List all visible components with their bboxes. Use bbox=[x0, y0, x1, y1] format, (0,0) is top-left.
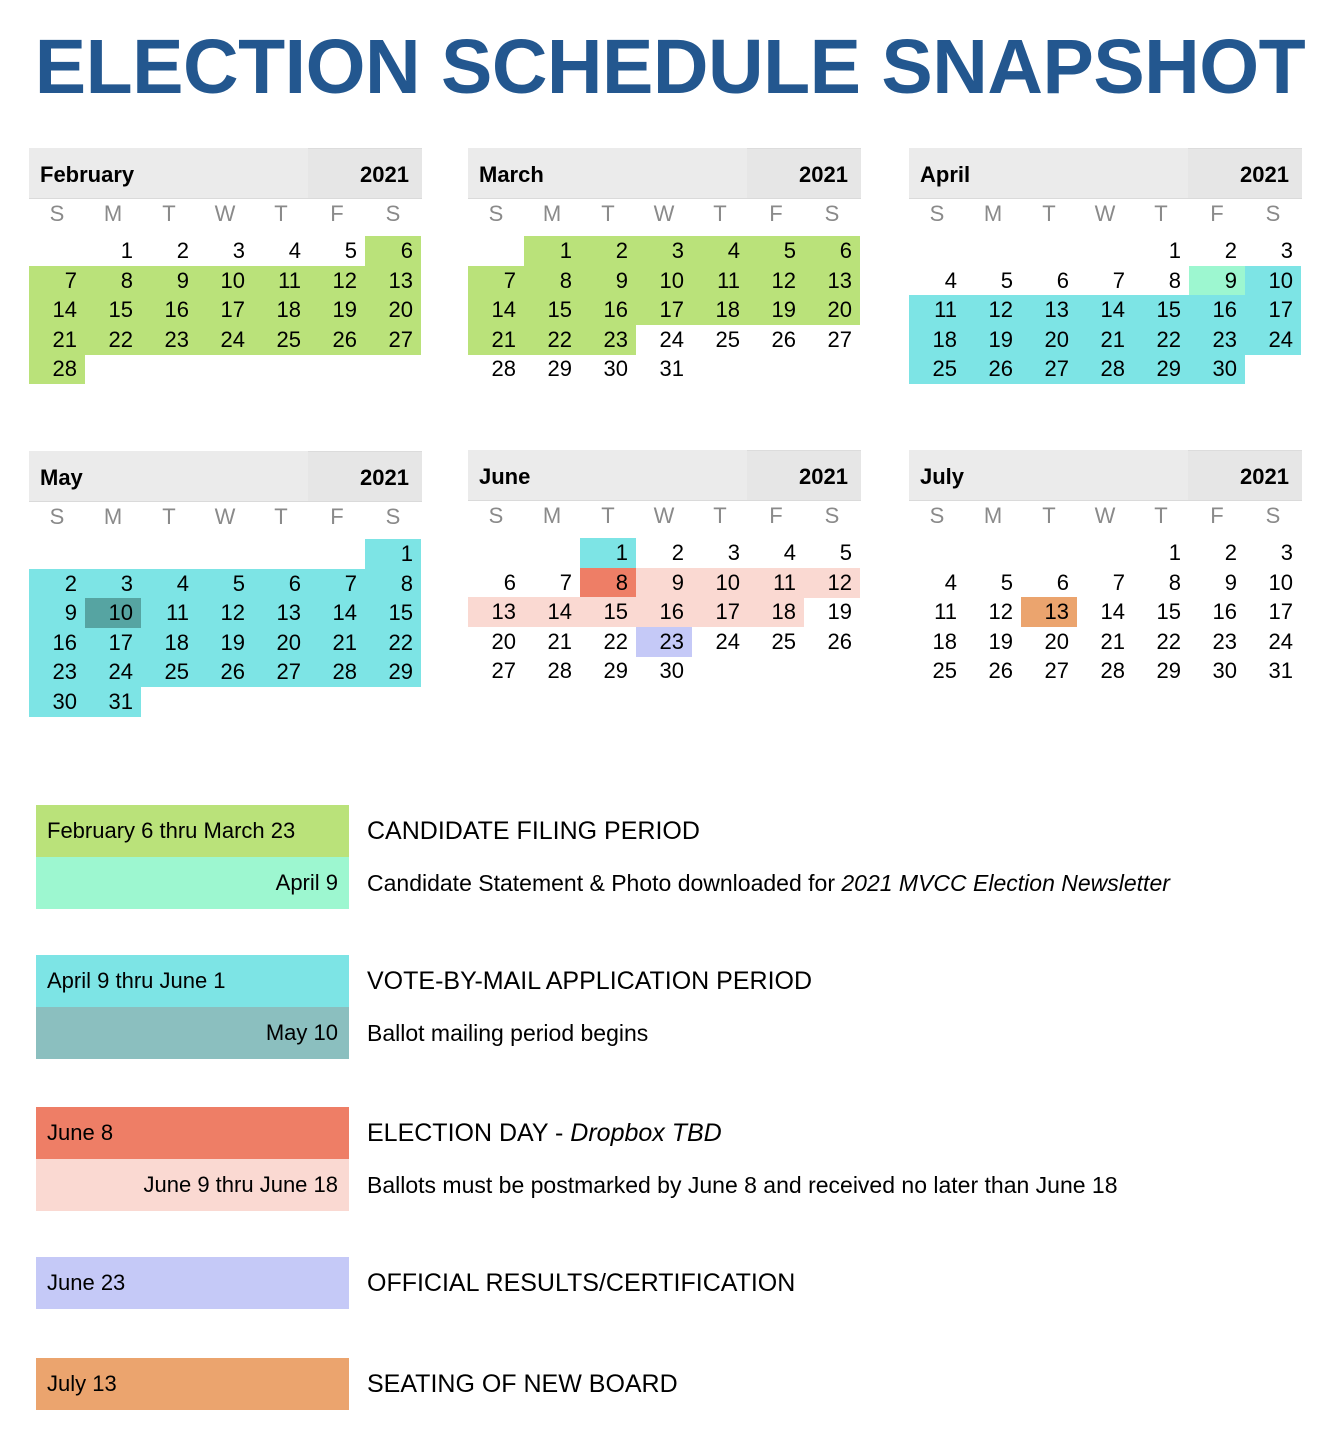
month-name: March bbox=[479, 162, 544, 187]
weekday-label: T bbox=[162, 504, 176, 529]
weekday-label: S bbox=[824, 201, 840, 226]
calendar-day: 21 bbox=[468, 325, 524, 355]
calendar-day: 8 bbox=[1168, 267, 1181, 293]
calendar-day: 1 bbox=[365, 539, 421, 569]
dropbox-note: Dropbox TBD bbox=[570, 1119, 722, 1147]
calendar-day: 8 bbox=[580, 568, 636, 598]
weekday-label: T bbox=[1042, 201, 1056, 226]
calendar-day: 5 bbox=[748, 236, 804, 266]
calendar-day: 17 bbox=[1245, 295, 1301, 325]
calendar-day: 28 bbox=[29, 354, 85, 384]
weekday-label: M bbox=[983, 201, 1003, 226]
calendar-day: 6 bbox=[1056, 267, 1069, 293]
calendar-day: 14 bbox=[1100, 599, 1125, 625]
calendar-day: 12 bbox=[748, 266, 804, 296]
calendar-day: 15 bbox=[1156, 599, 1181, 625]
weekday-label: S bbox=[824, 503, 840, 528]
calendar-day: 10 bbox=[636, 266, 692, 296]
year-label: 2021 bbox=[1240, 464, 1289, 489]
weekday-label: W bbox=[214, 504, 236, 529]
calendar-day: 9 bbox=[141, 266, 197, 296]
calendar-day: 6 bbox=[365, 236, 421, 266]
calendar-day: 14 bbox=[524, 597, 580, 627]
weekday-label: W bbox=[653, 503, 675, 528]
calendar-day: 22 bbox=[1133, 325, 1189, 355]
weekday-label: T bbox=[274, 201, 288, 226]
calendar-day: 22 bbox=[603, 628, 628, 654]
calendar-day: 15 bbox=[524, 295, 580, 325]
calendar-day: 16 bbox=[1212, 599, 1237, 625]
calendar-day: 2 bbox=[580, 236, 636, 266]
calendar-day: 12 bbox=[197, 598, 253, 628]
calendar-day: 28 bbox=[547, 658, 572, 684]
legend-postmark-label: Ballots must be postmarked by June 8 and received no later than June 18 bbox=[367, 1172, 1118, 1198]
calendar-day: 5 bbox=[197, 569, 253, 599]
calendar-day: 1 bbox=[1168, 540, 1181, 565]
calendar-day: 13 bbox=[1021, 597, 1077, 627]
calendar-day: 1 bbox=[524, 236, 580, 266]
legend-seating-label: SEATING OF NEW BOARD bbox=[367, 1370, 678, 1398]
calendar-day: 7 bbox=[1112, 267, 1125, 293]
calendar-day: 24 bbox=[715, 628, 740, 654]
calendar-day: 10 bbox=[692, 568, 748, 598]
day-grid bbox=[468, 230, 861, 380]
weekday-label: S bbox=[929, 503, 945, 528]
calendar-day: 16 bbox=[1189, 295, 1245, 325]
calendar-day: 11 bbox=[253, 266, 309, 296]
calendar-day: 8 bbox=[524, 266, 580, 296]
legend-ballot-mailing-date: May 10 bbox=[36, 1007, 349, 1059]
calendar-day: 14 bbox=[29, 295, 85, 325]
weekday-label: W bbox=[1094, 201, 1116, 226]
legend-statement-label: Candidate Statement & Photo downloaded for 2021 MVCC Election Newsletter bbox=[367, 870, 1170, 896]
calendar-day: 2 bbox=[176, 238, 189, 263]
calendar-day: 23 bbox=[580, 325, 636, 355]
month-name: July bbox=[920, 464, 965, 489]
calendar-day: 7 bbox=[29, 266, 85, 296]
calendar-day: 27 bbox=[1021, 354, 1077, 384]
calendar-day: 3 bbox=[1280, 238, 1293, 263]
calendar-day: 21 bbox=[309, 628, 365, 658]
calendar-day: 27 bbox=[491, 658, 516, 684]
calendar-day: 4 bbox=[692, 236, 748, 266]
weekday-label: W bbox=[1094, 503, 1116, 528]
calendar-day: 20 bbox=[804, 295, 860, 325]
calendar-day: 21 bbox=[547, 628, 572, 654]
calendar-day: 11 bbox=[909, 295, 965, 325]
day-grid bbox=[909, 532, 1302, 682]
calendar-day: 24 bbox=[1268, 628, 1293, 654]
calendar-day: 27 bbox=[827, 326, 852, 352]
calendar-day: 15 bbox=[85, 295, 141, 325]
legend-election-day-date: June 8 bbox=[36, 1107, 349, 1159]
calendar-day: 20 bbox=[1021, 325, 1077, 355]
calendar-day: 27 bbox=[1044, 658, 1069, 684]
weekday-label: T bbox=[601, 201, 615, 226]
legend-seating-date: July 13 bbox=[36, 1358, 349, 1410]
calendar-day: 6 bbox=[1056, 569, 1069, 595]
calendar-day: 4 bbox=[783, 540, 796, 565]
calendar-day: 25 bbox=[715, 326, 740, 352]
calendar-day: 24 bbox=[1245, 325, 1301, 355]
calendar-day: 24 bbox=[85, 657, 141, 687]
calendar-day: 9 bbox=[29, 598, 85, 628]
calendar-day: 30 bbox=[603, 356, 628, 382]
legend-statement-date: April 9 bbox=[36, 857, 349, 909]
calendar-day: 7 bbox=[309, 569, 365, 599]
calendar-day: 4 bbox=[141, 569, 197, 599]
calendar-day: 26 bbox=[771, 326, 796, 352]
calendar-day: 5 bbox=[1000, 267, 1013, 293]
calendar-day: 23 bbox=[1189, 325, 1245, 355]
calendar-day: 17 bbox=[692, 597, 748, 627]
calendar-day: 6 bbox=[503, 569, 516, 595]
calendar-day: 15 bbox=[365, 598, 421, 628]
weekday-label: S bbox=[929, 201, 945, 226]
calendar-header bbox=[468, 148, 861, 198]
calendar-march bbox=[468, 148, 861, 380]
calendar-day: 16 bbox=[580, 295, 636, 325]
calendar-day: 24 bbox=[659, 326, 684, 352]
calendar-day: 4 bbox=[944, 569, 957, 595]
calendar-day: 31 bbox=[85, 687, 141, 717]
calendar-day: 25 bbox=[141, 657, 197, 687]
calendar-day: 3 bbox=[85, 569, 141, 599]
calendar-day: 26 bbox=[965, 354, 1021, 384]
calendar-day: 2 bbox=[671, 540, 684, 565]
calendar-day: 18 bbox=[909, 325, 965, 355]
calendar-day: 26 bbox=[309, 325, 365, 355]
weekday-label: W bbox=[214, 201, 236, 226]
calendar-day: 12 bbox=[309, 266, 365, 296]
calendar-day: 13 bbox=[1021, 295, 1077, 325]
calendar-day: 22 bbox=[1156, 628, 1181, 654]
calendar-header bbox=[909, 450, 1302, 500]
legend-vbm-date: April 9 thru June 1 bbox=[36, 955, 349, 1007]
calendar-day: 25 bbox=[909, 354, 965, 384]
weekday-label: T bbox=[713, 201, 727, 226]
month-name: February bbox=[40, 162, 135, 187]
calendar-april bbox=[909, 148, 1302, 380]
calendar-day: 25 bbox=[253, 325, 309, 355]
weekday-header bbox=[29, 501, 422, 533]
calendar-day: 19 bbox=[965, 325, 1021, 355]
weekday-header bbox=[909, 500, 1302, 532]
calendar-day: 10 bbox=[1268, 569, 1293, 595]
calendar-day: 25 bbox=[771, 628, 796, 654]
calendar-day: 10 bbox=[1245, 266, 1301, 296]
weekday-label: M bbox=[983, 503, 1003, 528]
calendar-day: 15 bbox=[1133, 295, 1189, 325]
calendar-day: 20 bbox=[491, 628, 516, 654]
weekday-label: S bbox=[49, 201, 65, 226]
calendar-day: 13 bbox=[365, 266, 421, 296]
day-grid bbox=[909, 230, 1302, 380]
calendar-day: 8 bbox=[1168, 569, 1181, 595]
newsletter-title: 2021 MVCC Election Newsletter bbox=[841, 870, 1170, 896]
calendar-day: 17 bbox=[197, 295, 253, 325]
calendar-february bbox=[29, 148, 422, 380]
calendar-day: 3 bbox=[1280, 540, 1293, 565]
calendar-day: 30 bbox=[1212, 658, 1237, 684]
weekday-label: M bbox=[103, 201, 123, 226]
calendar-header bbox=[29, 148, 422, 198]
month-name: April bbox=[920, 162, 971, 187]
calendar-day: 18 bbox=[692, 295, 748, 325]
calendar-day: 29 bbox=[1156, 658, 1181, 684]
calendar-day: 16 bbox=[141, 295, 197, 325]
calendar-day: 27 bbox=[253, 657, 309, 687]
year-label: 2021 bbox=[799, 464, 848, 489]
calendar-day: 26 bbox=[197, 657, 253, 687]
month-name: June bbox=[479, 464, 531, 489]
calendar-day: 7 bbox=[1112, 569, 1125, 595]
legend-results-label: OFFICIAL RESULTS/CERTIFICATION bbox=[367, 1269, 796, 1297]
calendar-day: 1 bbox=[120, 238, 133, 263]
calendar-day: 19 bbox=[827, 599, 852, 625]
weekday-label: T bbox=[1154, 503, 1168, 528]
weekday-label: F bbox=[330, 504, 344, 529]
legend-filing-date: February 6 thru March 23 bbox=[36, 805, 349, 857]
calendar-day: 22 bbox=[524, 325, 580, 355]
calendar-day: 2 bbox=[29, 569, 85, 599]
calendar-day: 28 bbox=[491, 356, 516, 382]
calendar-day: 9 bbox=[1224, 569, 1237, 595]
weekday-label: F bbox=[1210, 201, 1224, 226]
calendar-day: 4 bbox=[944, 267, 957, 293]
calendar-day: 1 bbox=[580, 538, 636, 568]
calendar-day: 7 bbox=[468, 266, 524, 296]
calendar-june bbox=[468, 450, 861, 682]
calendar-day: 5 bbox=[1000, 569, 1013, 595]
weekday-label: F bbox=[330, 201, 344, 226]
calendar-day: 21 bbox=[29, 325, 85, 355]
weekday-header bbox=[468, 500, 861, 532]
calendar-day: 24 bbox=[197, 325, 253, 355]
calendar-day: 18 bbox=[141, 628, 197, 658]
calendar-day: 10 bbox=[85, 598, 141, 628]
calendar-day: 29 bbox=[365, 657, 421, 687]
calendar-header bbox=[909, 148, 1302, 198]
calendar-july bbox=[909, 450, 1302, 682]
month-name: May bbox=[40, 465, 83, 490]
calendar-day: 25 bbox=[932, 658, 957, 684]
calendar-day: 28 bbox=[309, 657, 365, 687]
weekday-label: W bbox=[653, 201, 675, 226]
day-grid bbox=[29, 533, 422, 714]
weekday-label: S bbox=[488, 503, 504, 528]
calendar-day: 31 bbox=[659, 356, 684, 382]
page-title: ELECTION SCHEDULE SNAPSHOT bbox=[34, 24, 1306, 110]
weekday-label: F bbox=[769, 201, 783, 226]
calendar-day: 17 bbox=[85, 628, 141, 658]
weekday-label: S bbox=[488, 201, 504, 226]
calendar-day: 18 bbox=[253, 295, 309, 325]
legend-postmark-date: June 9 thru June 18 bbox=[36, 1159, 349, 1211]
calendar-day: 2 bbox=[1224, 540, 1237, 565]
calendar-day: 3 bbox=[727, 540, 740, 565]
calendar-day: 19 bbox=[748, 295, 804, 325]
calendar-day: 19 bbox=[309, 295, 365, 325]
calendar-day: 9 bbox=[636, 568, 692, 598]
calendar-day: 29 bbox=[1133, 354, 1189, 384]
calendar-day: 17 bbox=[1268, 599, 1293, 625]
calendar-day: 6 bbox=[253, 569, 309, 599]
calendar-day: 13 bbox=[253, 598, 309, 628]
calendar-day: 13 bbox=[468, 597, 524, 627]
calendar-day: 12 bbox=[804, 568, 860, 598]
weekday-label: T bbox=[601, 503, 615, 528]
calendar-may bbox=[29, 451, 422, 714]
calendar-day: 12 bbox=[988, 599, 1013, 625]
weekday-label: T bbox=[713, 503, 727, 528]
legend-results-date: June 23 bbox=[36, 1257, 349, 1309]
weekday-label: T bbox=[1042, 503, 1056, 528]
calendar-day: 20 bbox=[365, 295, 421, 325]
day-grid bbox=[29, 230, 422, 380]
calendar-day: 18 bbox=[932, 628, 957, 654]
year-label: 2021 bbox=[799, 162, 848, 187]
weekday-label: T bbox=[1154, 201, 1168, 226]
calendar-header bbox=[468, 450, 861, 500]
calendar-day: 23 bbox=[141, 325, 197, 355]
calendar-day: 23 bbox=[29, 657, 85, 687]
weekday-label: S bbox=[385, 504, 401, 529]
calendar-day: 23 bbox=[1212, 628, 1237, 654]
legend-ballot-mailing-label: Ballot mailing period begins bbox=[367, 1020, 649, 1046]
calendar-day: 22 bbox=[85, 325, 141, 355]
calendar-day: 27 bbox=[365, 325, 421, 355]
weekday-label: M bbox=[542, 201, 562, 226]
calendar-header bbox=[29, 451, 422, 501]
weekday-label: M bbox=[103, 504, 123, 529]
calendar-day: 8 bbox=[85, 266, 141, 296]
year-label: 2021 bbox=[360, 162, 409, 187]
calendar-day: 5 bbox=[344, 238, 357, 263]
calendar-day: 14 bbox=[1077, 295, 1133, 325]
legend-vbm-label: VOTE-BY-MAIL APPLICATION PERIOD bbox=[367, 967, 813, 995]
calendar-day: 20 bbox=[253, 628, 309, 658]
weekday-label: S bbox=[1265, 503, 1281, 528]
calendar-day: 9 bbox=[580, 266, 636, 296]
calendar-day: 21 bbox=[1077, 325, 1133, 355]
legend-election-day-label: ELECTION DAY - Dropbox TBD bbox=[367, 1119, 722, 1147]
weekday-header bbox=[909, 198, 1302, 230]
weekday-label: T bbox=[162, 201, 176, 226]
weekday-label: F bbox=[769, 503, 783, 528]
weekday-label: F bbox=[1210, 503, 1224, 528]
calendar-day: 29 bbox=[547, 356, 572, 382]
calendar-day: 18 bbox=[748, 597, 804, 627]
calendar-day: 19 bbox=[197, 628, 253, 658]
calendar-day: 16 bbox=[29, 628, 85, 658]
calendar-day: 3 bbox=[232, 238, 245, 263]
weekday-header bbox=[29, 198, 422, 230]
calendar-day: 1 bbox=[1168, 238, 1181, 263]
calendar-day: 3 bbox=[636, 236, 692, 266]
calendar-day: 14 bbox=[468, 295, 524, 325]
calendar-day: 7 bbox=[559, 569, 572, 595]
calendar-day: 8 bbox=[365, 569, 421, 599]
weekday-label: T bbox=[274, 504, 288, 529]
calendar-day: 6 bbox=[804, 236, 860, 266]
calendar-day: 26 bbox=[988, 658, 1013, 684]
calendar-day: 17 bbox=[636, 295, 692, 325]
weekday-header bbox=[468, 198, 861, 230]
weekday-label: M bbox=[542, 503, 562, 528]
calendar-day: 5 bbox=[839, 540, 852, 565]
day-grid bbox=[468, 532, 861, 682]
legend-filing-label: CANDIDATE FILING PERIOD bbox=[367, 817, 700, 845]
weekday-label: S bbox=[49, 504, 65, 529]
calendar-day: 30 bbox=[29, 687, 85, 717]
calendar-day: 23 bbox=[636, 627, 692, 657]
weekday-label: S bbox=[385, 201, 401, 226]
calendar-day: 11 bbox=[934, 599, 957, 625]
weekday-label: S bbox=[1265, 201, 1281, 226]
calendar-day: 30 bbox=[1189, 354, 1245, 384]
calendar-day: 20 bbox=[1044, 628, 1069, 654]
calendar-day: 11 bbox=[692, 266, 748, 296]
calendar-day: 30 bbox=[659, 658, 684, 684]
calendar-day: 12 bbox=[965, 295, 1021, 325]
year-label: 2021 bbox=[360, 465, 409, 490]
calendar-day: 29 bbox=[603, 658, 628, 684]
calendar-day: 9 bbox=[1189, 266, 1245, 296]
calendar-day: 11 bbox=[141, 598, 197, 628]
calendar-day: 2 bbox=[1224, 238, 1237, 263]
calendar-day: 16 bbox=[636, 597, 692, 627]
calendar-day: 28 bbox=[1077, 354, 1133, 384]
calendar-day: 21 bbox=[1100, 628, 1125, 654]
year-label: 2021 bbox=[1240, 162, 1289, 187]
calendar-day: 22 bbox=[365, 628, 421, 658]
calendar-day: 19 bbox=[988, 628, 1013, 654]
calendar-day: 31 bbox=[1268, 658, 1293, 684]
calendar-day: 28 bbox=[1100, 658, 1125, 684]
calendar-day: 26 bbox=[827, 628, 852, 654]
calendar-day: 11 bbox=[748, 568, 804, 598]
calendar-day: 14 bbox=[309, 598, 365, 628]
calendar-day: 4 bbox=[288, 238, 301, 263]
calendar-day: 15 bbox=[580, 597, 636, 627]
calendar-day: 10 bbox=[197, 266, 253, 296]
calendar-day: 13 bbox=[804, 266, 860, 296]
